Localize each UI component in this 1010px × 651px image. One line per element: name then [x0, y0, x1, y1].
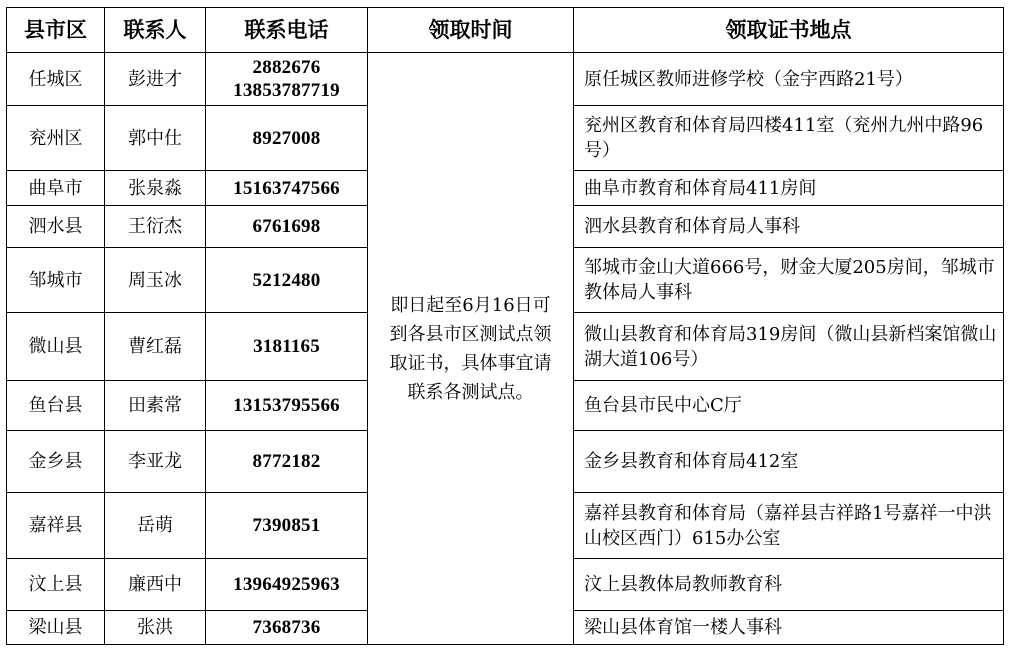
- phone-number: 3181165: [253, 336, 320, 357]
- phone-number: 13153795566: [233, 395, 340, 416]
- contact-cell: 彭进才: [105, 53, 206, 106]
- district-cell: 任城区: [7, 53, 105, 106]
- contact-cell: 张泉淼: [105, 171, 206, 206]
- contact-cell: 李亚龙: [105, 431, 206, 493]
- phone-number: 7390851: [252, 515, 321, 536]
- contact-cell: 曹红磊: [105, 313, 206, 381]
- contact-cell: 王衍杰: [105, 206, 206, 248]
- contact-cell: 张洪: [105, 611, 206, 645]
- phone-number: 2882676: [252, 57, 321, 78]
- district-cell: 泗水县: [7, 206, 105, 248]
- phone-cell: [206, 493, 368, 559]
- phone-cell: [206, 171, 368, 206]
- location-cell: 嘉祥县教育和体育局（嘉祥县吉祥路1号嘉祥一中洪山校区西门）615办公室: [574, 493, 1004, 559]
- phone-number: 13964925963: [233, 574, 340, 595]
- district-cell: 嘉祥县: [7, 493, 105, 559]
- phone-cell: [206, 381, 368, 431]
- location-cell: 兖州区教育和体育局四楼411室（兖州九州中路96号）: [574, 106, 1004, 171]
- phone-number: 5212480: [252, 269, 321, 291]
- contact-cell: 郭中仕: [105, 106, 206, 171]
- district-cell: 金乡县: [7, 431, 105, 493]
- district-cell: 汶上县: [7, 559, 105, 611]
- phone-number: 7368736: [252, 617, 321, 638]
- district-cell: 曲阜市: [7, 171, 105, 206]
- district-cell: 微山县: [7, 313, 105, 381]
- location-cell: 曲阜市教育和体育局411房间: [574, 171, 1004, 206]
- district-cell: 梁山县: [7, 611, 105, 645]
- phone-number: 15163747566: [233, 177, 340, 199]
- contact-cell: 周玉冰: [105, 248, 206, 313]
- header-contact: 联系人: [105, 8, 206, 53]
- phone-cell: [206, 206, 368, 248]
- location-cell: 邹城市金山大道666号，财金大厦205房间，邹城市教体局人事科: [574, 248, 1004, 313]
- location-cell: 微山县教育和体育局319房间（微山县新档案馆微山湖大道106号）: [574, 313, 1004, 381]
- header-pickup-time: 领取时间: [368, 8, 574, 53]
- header-district: 县市区: [7, 8, 105, 53]
- phone-cell: [206, 248, 368, 313]
- phone-cell: [206, 559, 368, 611]
- header-row: [7, 8, 1004, 53]
- contact-cell: 岳萌: [105, 493, 206, 559]
- location-cell: 汶上县教体局教师教育科: [574, 559, 1004, 611]
- district-cell: 鱼台县: [7, 381, 105, 431]
- phone-number: 13853787719: [233, 80, 340, 101]
- phone-cell: [206, 313, 368, 381]
- location-cell: 梁山县体育馆一楼人事科: [574, 611, 1004, 645]
- phone-cell: [206, 106, 368, 171]
- pickup-time-cell: 即日起至6月16日可到各县市区测试点领取证书，具体事宜请联系各测试点。: [368, 53, 574, 645]
- phone-cell: [206, 53, 368, 106]
- header-phone: 联系电话: [206, 8, 368, 53]
- phone-number: 6761698: [252, 216, 321, 237]
- phone-cell: [206, 431, 368, 493]
- district-cell: 邹城市: [7, 248, 105, 313]
- table-wrapper: [6, 7, 1004, 645]
- table-row: [7, 53, 1004, 106]
- header-pickup-location: 领取证书地点: [574, 8, 1004, 53]
- certificate-pickup-table: [6, 7, 1004, 645]
- location-cell: 金乡县教育和体育局412室: [574, 431, 1004, 493]
- phone-cell: [206, 611, 368, 645]
- phone-number: 8927008: [252, 127, 321, 149]
- contact-cell: 田素常: [105, 381, 206, 431]
- district-cell: 兖州区: [7, 106, 105, 171]
- contact-cell: 廉西中: [105, 559, 206, 611]
- location-cell: 鱼台县市民中心C厅: [574, 381, 1004, 431]
- location-cell: 泗水县教育和体育局人事科: [574, 206, 1004, 248]
- location-cell: 原任城区教师进修学校（金宇西路21号）: [574, 53, 1004, 106]
- phone-number: 8772182: [252, 451, 321, 472]
